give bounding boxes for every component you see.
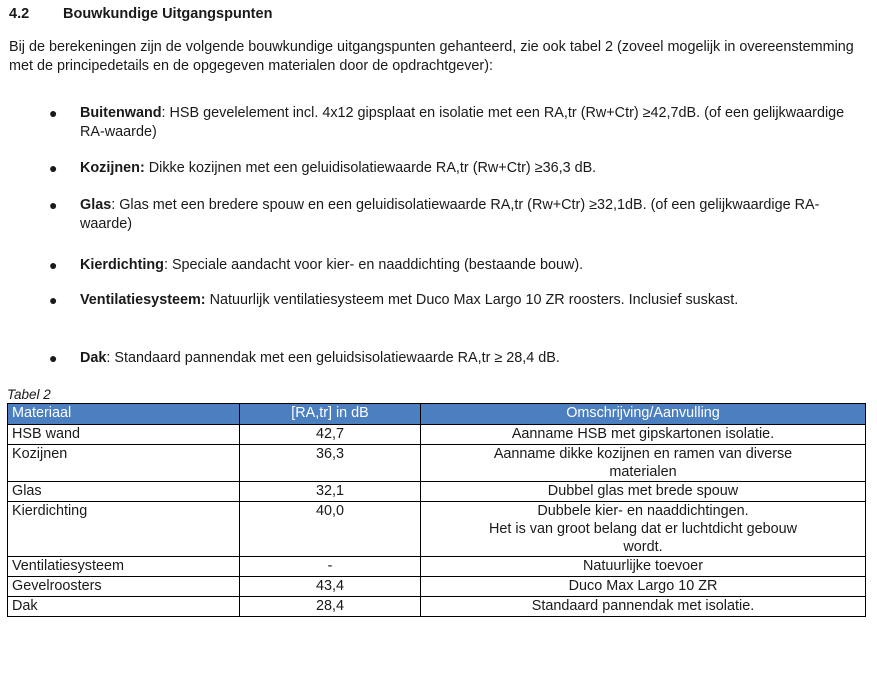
cell-material: Kozijnen bbox=[8, 445, 240, 482]
item-term: Ventilatiesysteem: bbox=[80, 292, 206, 308]
item-term: Dak bbox=[80, 350, 107, 366]
section-title: Bouwkundige Uitgangspunten bbox=[63, 6, 273, 22]
item-term: Kierdichting bbox=[80, 257, 164, 273]
description-line: Duco Max Largo 10 ZR bbox=[568, 578, 718, 594]
section-heading bbox=[9, 6, 272, 22]
table-row bbox=[8, 557, 866, 577]
bullet-icon: ● bbox=[49, 257, 58, 273]
item-term: Kozijnen: bbox=[80, 160, 145, 176]
section-number: 4.2 bbox=[9, 6, 30, 22]
description-line: Dubbel glas met brede spouw bbox=[547, 483, 739, 499]
description-line: Aanname HSB met gipskartonen isolatie. bbox=[511, 426, 775, 442]
item-text: : Glas met een bredere spouw en een geluidisolatiewaarde RA,tr (Rw+Ctr) ≥32,1dB. (of een gelijkwaardige RA-waarde) bbox=[80, 197, 820, 232]
item-text: : HSB gevelelement incl. 4x12 gipsplaat en isolatie met een RA,tr (Rw+Ctr) ≥42,7dB. (of een gelijkwaardige RA-waarde) bbox=[80, 105, 845, 140]
cell-description bbox=[421, 425, 866, 445]
cell-description bbox=[421, 445, 866, 482]
table-caption: Tabel 2 bbox=[7, 387, 51, 402]
item-text: : Speciale aandacht voor kier- en naaddichting (bestaande bouw). bbox=[163, 257, 584, 273]
description-line: Aanname dikke kozijnen en ramen van diverse bbox=[493, 446, 793, 462]
description-line: materialen bbox=[609, 464, 677, 480]
table-row bbox=[8, 577, 866, 597]
materials-table bbox=[7, 403, 866, 617]
cell-description bbox=[421, 502, 866, 557]
cell-value: - bbox=[240, 557, 421, 577]
column-header-description: Omschrijving/Aanvulling bbox=[421, 404, 866, 425]
table-row bbox=[8, 597, 866, 617]
column-header-material: Materiaal bbox=[8, 404, 240, 425]
table-row bbox=[8, 445, 866, 482]
cell-value: 43,4 bbox=[240, 577, 421, 597]
cell-value: 42,7 bbox=[240, 425, 421, 445]
cell-material: Dak bbox=[8, 597, 240, 617]
table-row bbox=[8, 482, 866, 502]
bullet-icon: ● bbox=[49, 105, 58, 121]
column-header-value: [RA,tr] in dB bbox=[240, 404, 421, 425]
cell-value: 40,0 bbox=[240, 502, 421, 557]
intro-paragraph: Bij de berekeningen zijn de volgende bouwkundige uitgangspunten gehanteerd, zie ook tabel 2 (zoveel mogelijk in overeenstemming met de principedetails en de opgegeven materialen door de opdrachtgever): bbox=[9, 39, 854, 74]
bullet-icon: ● bbox=[49, 160, 58, 176]
description-line: Standaard pannendak met isolatie. bbox=[531, 598, 755, 614]
cell-value: 32,1 bbox=[240, 482, 421, 502]
description-line: wordt. bbox=[623, 539, 663, 555]
cell-material: HSB wand bbox=[8, 425, 240, 445]
cell-material: Glas bbox=[8, 482, 240, 502]
cell-description bbox=[421, 597, 866, 617]
table-row bbox=[8, 502, 866, 557]
bullet-icon: ● bbox=[49, 292, 58, 308]
item-text: Natuurlijk ventilatiesysteem met Duco Max Largo 10 ZR roosters. Inclusief suskast. bbox=[205, 292, 739, 308]
bullet-icon: ● bbox=[49, 197, 58, 213]
cell-description bbox=[421, 482, 866, 502]
cell-material: Gevelroosters bbox=[8, 577, 240, 597]
description-line: Dubbele kier- en naaddichtingen. bbox=[537, 503, 749, 519]
bullet-icon: ● bbox=[49, 350, 58, 366]
item-text: Dikke kozijnen met een geluidisolatiewaarde RA,tr (Rw+Ctr) ≥36,3 dB. bbox=[144, 160, 597, 176]
cell-material: Kierdichting bbox=[8, 502, 240, 557]
cell-material: Ventilatiesysteem bbox=[8, 557, 240, 577]
table-row bbox=[8, 425, 866, 445]
cell-value: 28,4 bbox=[240, 597, 421, 617]
cell-value: 36,3 bbox=[240, 445, 421, 482]
cell-description bbox=[421, 557, 866, 577]
description-line: Natuurlijke toevoer bbox=[583, 558, 703, 574]
item-text: : Standaard pannendak met een geluidsisolatiewaarde RA,tr ≥ 28,4 dB. bbox=[106, 350, 560, 366]
item-term: Glas bbox=[80, 197, 112, 213]
table-header-row bbox=[8, 404, 866, 425]
item-term: Buitenwand bbox=[80, 105, 162, 121]
cell-description bbox=[421, 577, 866, 597]
description-line: Het is van groot belang dat er luchtdicht gebouw bbox=[489, 521, 797, 537]
